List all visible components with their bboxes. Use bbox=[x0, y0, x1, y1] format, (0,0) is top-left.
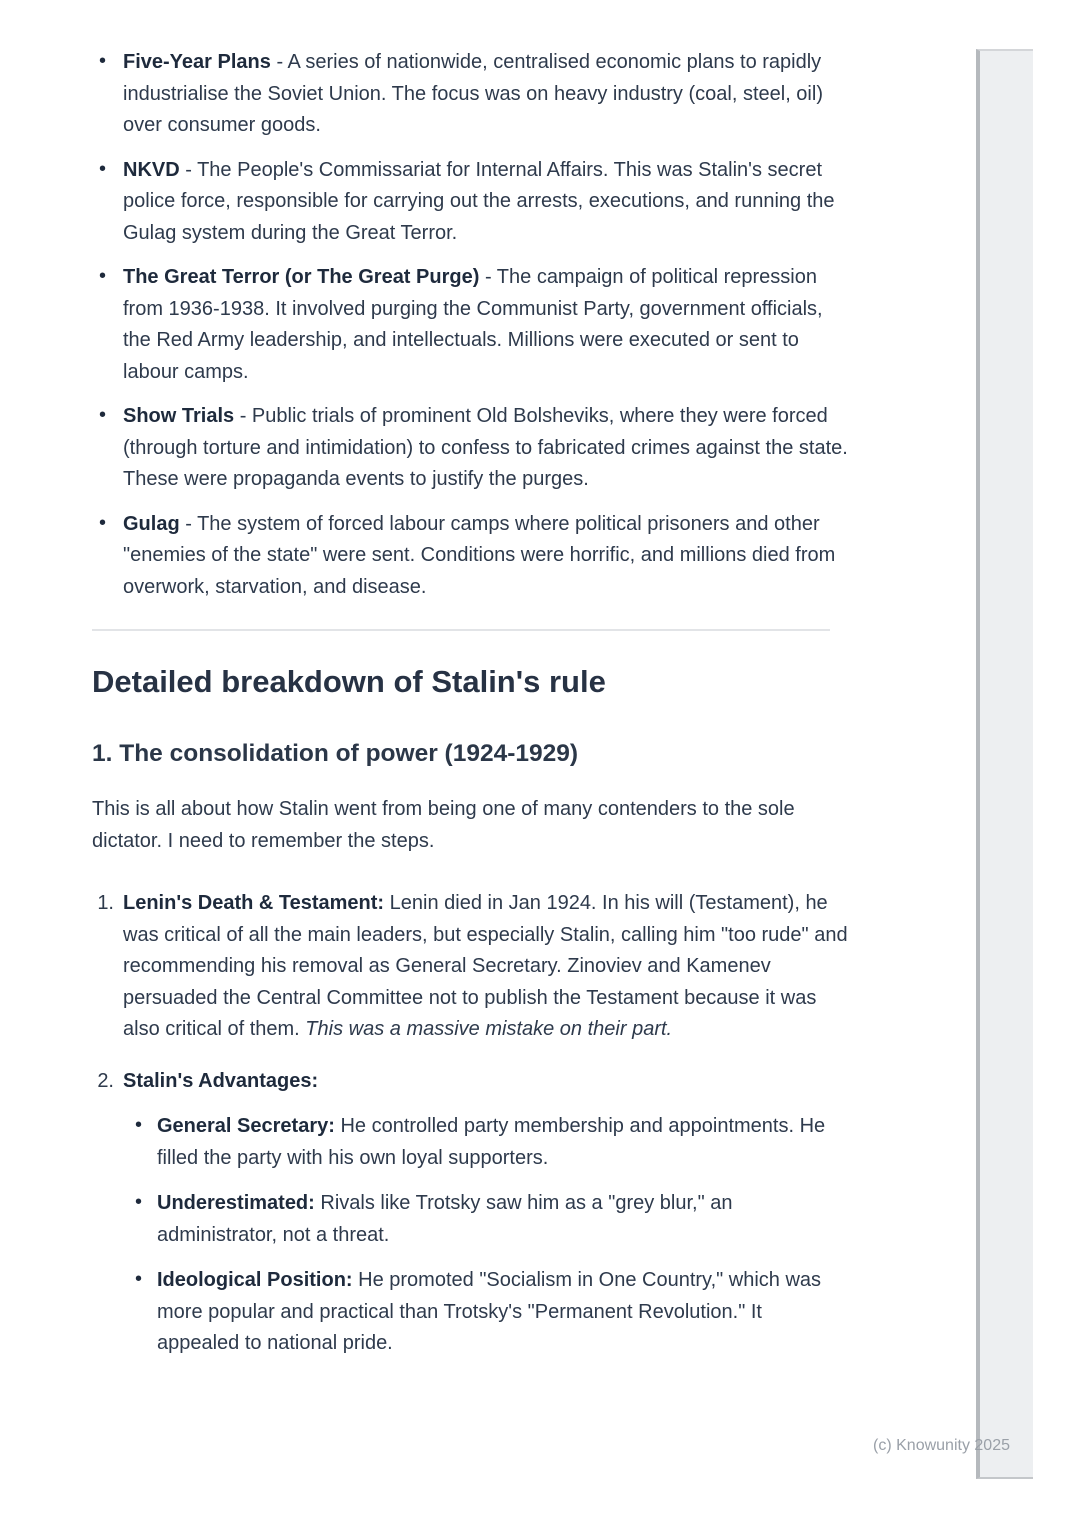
term-definition: - Public trials of prominent Old Bolsheviks, where they were forced (through torture and intimidation) to confess to fabricated crimes against the state. These were propaganda events to justify the purges. bbox=[123, 405, 848, 490]
term-definition: - The People's Commissariat for Internal Affairs. This was Stalin's secret police force, responsible for carrying out the arrests, executions, and running the Gulag system during the Great Terror. bbox=[123, 158, 835, 244]
glossary-item bbox=[92, 262, 848, 388]
sub-bullet-item bbox=[123, 1188, 848, 1251]
sub-bullet-item bbox=[123, 1265, 848, 1360]
sub-bullet-text: Rivals like Trotsky saw him as a "grey blur," an administrator, not a threat. bbox=[157, 1192, 733, 1246]
subsection-heading: 1. The consolidation of power (1924-1929) bbox=[92, 740, 579, 767]
next-page-edge bbox=[976, 49, 1033, 1479]
term-label: Stalin's Advantages: bbox=[123, 1069, 319, 1092]
term-label: NKVD bbox=[123, 158, 180, 181]
section-divider bbox=[92, 629, 830, 631]
step-text: Lenin died in Jan 1924. In his will (Testament), he was critical of all the main leaders, but especially Stalin, calling him "too rude" and recommending his removal as General Secretary. Zinoviev and Kamenev persuaded the Central Committee not to publish the Testament because it was also critical of them. bbox=[123, 892, 848, 1040]
term-definition: - The system of forced labour camps where political prisoners and other "enemies of the state" were sent. Conditions were horrific, and millions died from overwork, starvation, and disease. bbox=[123, 512, 836, 598]
glossary-item bbox=[92, 509, 848, 604]
term-label: Lenin's Death & Testament: bbox=[123, 892, 385, 914]
page-content bbox=[92, 47, 848, 1380]
step-number: 2. bbox=[97, 1069, 114, 1092]
step-item bbox=[92, 888, 848, 1046]
glossary-item bbox=[92, 401, 848, 496]
glossary-item bbox=[92, 155, 848, 250]
steps-list bbox=[92, 888, 848, 1360]
term-label: Show Trials bbox=[123, 405, 235, 427]
term-definition: - A series of nationwide, centralised economic plans to rapidly industrialise the Soviet Union. The focus was on heavy industry (coal, steel, oil) over consumer goods. bbox=[123, 51, 823, 136]
step-number: 1. bbox=[97, 892, 114, 914]
term-label: General Secretary: bbox=[157, 1115, 335, 1137]
term-label: The Great Terror (or The Great Purge) bbox=[123, 266, 480, 288]
glossary-item bbox=[92, 47, 848, 142]
term-definition: - The campaign of political repression from 1936-1938. It involved purging the Communist Party, government officials, the Red Army leadership, and intellectuals. Millions were executed or sent to labour camps. bbox=[123, 266, 823, 383]
term-label: Gulag bbox=[123, 512, 180, 535]
copyright-watermark: (c) Knowunity 2025 bbox=[873, 1437, 1010, 1454]
step-item bbox=[92, 1066, 848, 1360]
sub-bullet-text: He controlled party membership and appointments. He filled the party with his own loyal supporters. bbox=[157, 1115, 826, 1169]
glossary-list bbox=[92, 47, 848, 603]
sub-bullet-item bbox=[123, 1111, 848, 1174]
term-label: Five-Year Plans bbox=[123, 51, 271, 73]
term-label: Underestimated: bbox=[157, 1192, 315, 1214]
intro-paragraph: This is all about how Stalin went from being one of many contenders to the sole dictator. I need to remember the steps. bbox=[92, 798, 795, 852]
italic-note: This was a massive mistake on their part. bbox=[305, 1018, 673, 1040]
sub-bullet-list bbox=[123, 1111, 848, 1360]
sub-bullet-text: He promoted "Socialism in One Country," which was more popular and practical than Trotsky's "Permanent Revolution." It appealed to national pride. bbox=[157, 1269, 822, 1354]
section-heading: Detailed breakdown of Stalin's rule bbox=[92, 664, 606, 699]
term-label: Ideological Position: bbox=[157, 1269, 353, 1291]
